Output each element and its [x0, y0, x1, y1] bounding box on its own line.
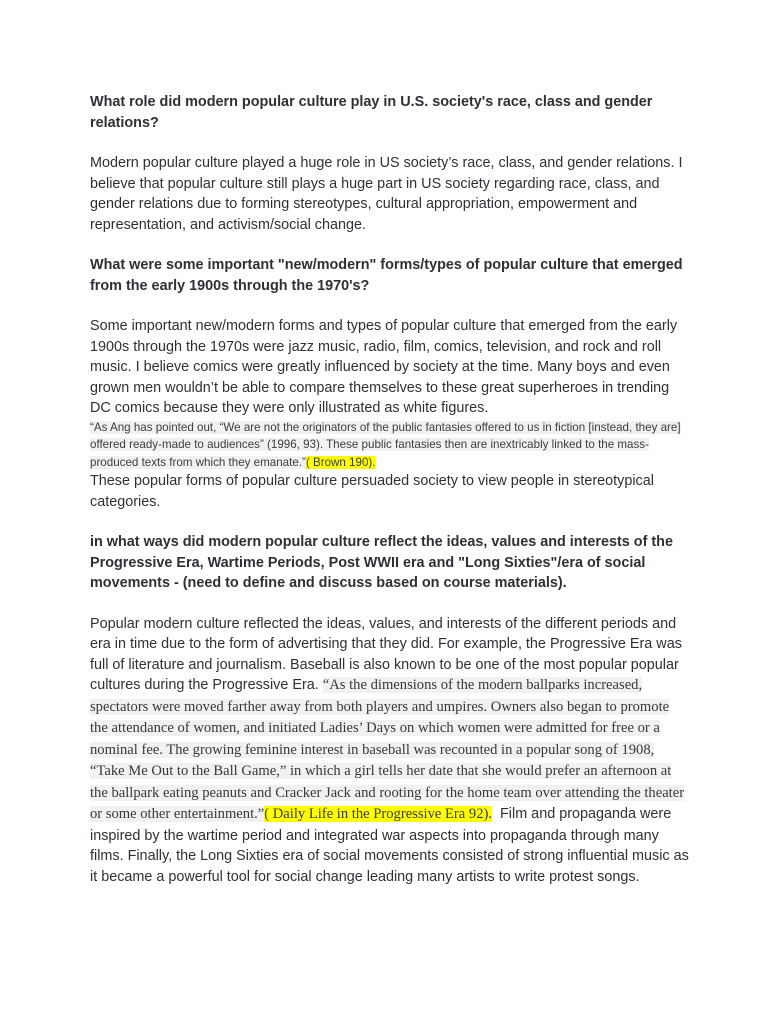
answer-3 [90, 614, 690, 888]
answer-3-quote-wrap [90, 677, 684, 822]
document-body [90, 92, 690, 887]
answer-3-conclusion: Film and propaganda were inspired by the wartime period and integrated war aspects into propaganda through many films. Finally, the Long Sixties era of social movements consisted of strong influential music as it became a powerful tool for social change leading many artists to write protest songs. [90, 806, 689, 885]
answer-3-citation: ( Daily Life in the Progressive Era 92). [264, 806, 493, 822]
answer-2-quote-block [90, 419, 690, 472]
answer-2-intro: Some important new/modern forms and types of popular culture that emerged from the early 1900s through the 1970s were jazz music, radio, film, comics, television, and rock and roll music. I believe comics were greatly influenced by society at the time. Many boys and even grown men wouldn’t be able to compare themselves to these great superheroes in trending DC comics because they were only illustrated as white figures. [90, 318, 678, 416]
answer-2-conclusion: These popular forms of popular culture persuaded society to view people in stereotypical categories. [90, 473, 654, 510]
question-3: in what ways did modern popular culture reflect the ideas, values and interests of the Progressive Era, Wartime Periods, Post WWII era and "Long Sixties"/era of social movements - (need to define and discuss based on course materials). [90, 534, 673, 591]
answer-3-quote: “As the dimensions of the modern ballparks increased, spectators were moved farther away from both players and umpires. Owners also began to promote the attendance of women, and initiated Ladies’ Days on which women were admitted for free or a nominal fee. The growing feminine interest in baseball was recounted in a popular song of 1908, “Take Me Out to the Ball Game,” in which a girl tells her date that she would prefer an afternoon at the ballpark eating peanuts and Cracker Jack and rooting for the home team over attending the theater or some other entertainment.” [90, 677, 685, 822]
question-1: What role did modern popular culture play in U.S. society's race, class and gender relations? [90, 94, 653, 131]
answer-1: Modern popular culture played a huge role in US society’s race, class, and gender relations. I believe that popular culture still plays a huge part in US society regarding race, class, and gender relations due to forming stereotypes, cultural appropriation, empowerment and representation, and activism/social change. [90, 155, 683, 233]
question-2: What were some important "new/modern" forms/types of popular culture that emerged from the early 1900s through the 1970's? [90, 257, 683, 294]
answer-2-citation: ( Brown 190). [305, 455, 376, 469]
answer-3-intro: Popular modern culture reflected the ideas, values, and interests of the different periods and era in time due to the form of advertising that they did. For example, the Progressive Era was full of literature and journalism. Baseball is also known to be one of the most popular popular cultures during the Progressive Era. [90, 615, 682, 693]
answer-2-quote: “As Ang has pointed out, “We are not the originators of the public fantasies offered to us in fiction [instead, they are] offered ready-made to audiences” (1996, 93). These public fantasies then are inextricably linked to the mass-produced texts from which they emanate.” [90, 420, 681, 469]
answer-2 [90, 316, 690, 512]
